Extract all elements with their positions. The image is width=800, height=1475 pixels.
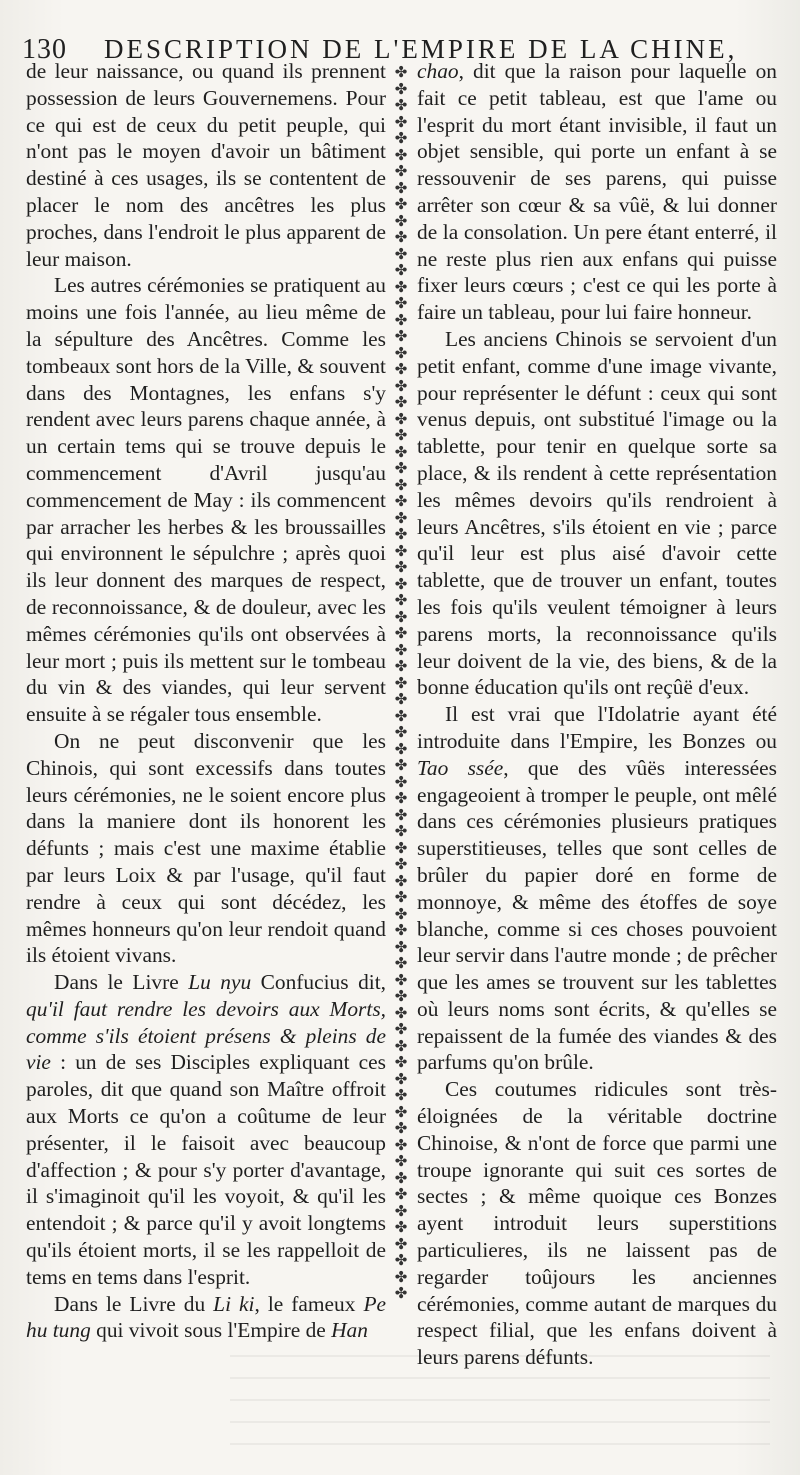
left-text-column: [26, 58, 386, 1344]
text-run: Dans le Livre du: [54, 1291, 214, 1316]
text-run: Dans le Livre: [54, 970, 189, 995]
paragraph: On ne peut disconvenir que les Chinois, qui sont excessifs dans toutes leurs cérémonies, ne le soient encore plus dans la maniere dont ils honorent les défunts ; mais c'est une maxime établie par leurs Loix & par l'usage, qu'il faut rendre à ceux qui sont décédez, les mêmes honneurs qu'on leur rendoit quand ils étoient vivans.: [26, 728, 386, 968]
ornament-glyph: ✤: [394, 376, 408, 395]
italic-text-run: Pe hu tung: [26, 1291, 386, 1343]
ornament-glyph: ✤: [394, 871, 408, 890]
ornament-glyph: ✤: [394, 1069, 408, 1088]
continued-paragraph: de leur naissance, ou quand ils prennent possession de leurs Gouvernemens. Pour ce qui est de ceux du petit peuple, qui n'ont pas le moyen d'avoir un bâtiment destiné à ces usages, ils se contentent de placer le nom des ancêtres les plus proches, dans l'endroit le plus apparent de leur maison.: [26, 59, 386, 271]
text-run: , le fameux: [254, 1291, 364, 1316]
ornament-glyph: ✤: [394, 1036, 408, 1055]
ornament-glyph: ✤: [394, 162, 408, 180]
ornament-glyph: ✤: [394, 822, 408, 840]
ornament-glyph: ✤: [394, 954, 408, 972]
ornament-glyph: ✤: [394, 525, 408, 543]
ornament-glyph: ✤: [394, 1284, 408, 1302]
ornament-glyph: ✤: [394, 1267, 408, 1286]
ornament-glyph: ✤: [394, 690, 408, 708]
ornament-glyph: ✤: [394, 1020, 408, 1038]
ornament-glyph: ✤: [394, 789, 408, 807]
italic-text-run: Li ki: [213, 1291, 255, 1316]
ornament-glyph: ✤: [394, 508, 408, 527]
italic-text-run: Tao ssée: [417, 755, 504, 780]
ornament-glyph: ✤: [394, 277, 408, 296]
italic-text-run: qu'il faut rendre les devoirs aux Morts, comme s'ils étoient présens & pleins de vie: [26, 996, 386, 1075]
ornament-glyph: ✤: [394, 195, 408, 213]
ornament-glyph: ✤: [394, 1201, 408, 1220]
italic-text-run: chao: [417, 59, 459, 83]
ornament-glyph: ✤: [394, 607, 408, 626]
ornament-glyph: ✤: [394, 1152, 408, 1170]
ornament-glyph: ✤: [394, 1234, 408, 1253]
ornament-glyph: ✤: [394, 855, 408, 873]
ornament-glyph: ✤: [394, 624, 408, 642]
ornament-glyph: ✤: [394, 591, 408, 609]
text-run: qui vivoit sous l'Empire de: [90, 1318, 332, 1343]
text-run: : un de ses Disciples expliquant ces paroles, dit que quand son Maître offroit aux Morts ce qu'on a coûtume de leur présenter, il le faisoit avec beaucoup d'affection ; & pour s'y porter d'avantage, il s'imaginoit qu'il les voyoit, & qu'il les entendoit ; & parce qu'il y avoit longtems qu'ils étoient morts, il se les rappelloit de tems en tems dans l'esprit.: [26, 1050, 386, 1289]
ornament-glyph: ✤: [394, 574, 408, 593]
ornament-glyph: ✤: [394, 261, 408, 279]
ornament-glyph: ✤: [394, 772, 408, 791]
ornament-glyph: ✤: [394, 1053, 408, 1071]
ornament-glyph: ✤: [394, 1003, 408, 1022]
text-run: Confucius dit,: [251, 970, 386, 995]
ornament-glyph: ✤: [394, 657, 408, 675]
ornament-glyph: ✤: [394, 904, 408, 923]
ornament-glyph: ✤: [394, 805, 408, 824]
ornament-glyph: ✤: [394, 112, 408, 131]
text-run: Il est vrai que l'Idolatrie ayant été introduite dans l'Empire, les Bonzes ou: [417, 702, 777, 753]
show-through-texture: [230, 1335, 770, 1445]
ornament-glyph: ✤: [394, 310, 408, 329]
ornament-glyph: ✤: [394, 888, 408, 906]
ornamental-column-divider: [392, 64, 410, 1309]
ornament-glyph: ✤: [394, 1168, 408, 1187]
paragraph: [417, 701, 777, 1076]
text-run: , dit que la raison pour laquelle on fait ce petit tableau, est que l'ame ou l'esprit du mort étant invisible, il faut un objet sensible, qui porte un enfant à se ressouvenir de ses parens, qui puisse arrêter son cœur & sa vûë, & lui donner de la consolation. Un pere étant enterré, il ne reste plus rien aux enfans qui puisse fixer leurs cœurs ; c'est ce qui les porte à faire un tableau, pour lui faire honneur.: [417, 59, 777, 325]
paragraph: Ces coutumes ridicules sont très-éloignées de la véritable doctrine Chinoise, & n'ont de force que parmi une troupe ignorante qui suit ces sortes de sectes ; & même quoique ces Bonzes ayent introduit leurs superstitions particulieres, ils ne laissent pas de regarder toûjours les anciennes cérémonies, comme autant de marques du respect filial, que les enfans doivent à leurs parens défunts.: [417, 1077, 777, 1370]
ornament-glyph: ✤: [394, 673, 408, 692]
ornament-glyph: ✤: [394, 558, 408, 576]
ornament-glyph: ✤: [394, 145, 408, 164]
ornament-glyph: ✤: [394, 756, 408, 774]
ornament-glyph: ✤: [394, 129, 408, 147]
ornament-glyph: ✤: [394, 921, 408, 939]
text-run: , que des vûës interessées engageoient à tromper le peuple, ont mêlé dans ces cérémonies plusieurs pratiques superstitieuses, telles que sont celles de brûler du papier doré en forme de monnoye, & même des étoffes de soye blanche, comme si ces choses pouvoient leur servir dans l'autre monde ; de prêcher que les ames se trouvent sur les tablettes où leurs noms sont écrits, & qu'elles se repaissent de la fumée des viandes & des parfums qu'on brûle.: [417, 755, 777, 1075]
ornament-glyph: ✤: [394, 492, 408, 510]
ornament-glyph: ✤: [394, 987, 408, 1005]
ornament-glyph: ✤: [394, 475, 408, 494]
ornament-glyph: ✤: [394, 211, 408, 230]
ornament-glyph: ✤: [394, 541, 408, 560]
ornament-glyph: ✤: [394, 723, 408, 741]
ornament-glyph: ✤: [394, 244, 408, 263]
continued-paragraph: [417, 58, 777, 326]
ornament-glyph: ✤: [394, 1218, 408, 1236]
ornament-glyph: ✤: [394, 1119, 408, 1137]
ornament-glyph: ✤: [394, 294, 408, 312]
running-title: DESCRIPTION DE L'EMPIRE DE LA CHINE,: [104, 34, 738, 64]
paragraph: [26, 969, 386, 1291]
ornament-glyph: ✤: [394, 1086, 408, 1104]
ornament-glyph: ✤: [394, 409, 408, 428]
ornament-glyph: ✤: [394, 1251, 408, 1269]
ornament-glyph: ✤: [394, 1102, 408, 1121]
ornament-glyph: ✤: [394, 343, 408, 362]
ornament-glyph: ✤: [394, 64, 408, 81]
ornament-glyph: ✤: [394, 640, 408, 659]
ornament-glyph: ✤: [394, 706, 408, 725]
ornament-glyph: ✤: [394, 79, 408, 98]
ornament-glyph: ✤: [394, 970, 408, 989]
ornament-glyph: ✤: [394, 739, 408, 758]
ornament-glyph: ✤: [394, 96, 408, 114]
right-text-column: [417, 58, 777, 1371]
paragraph: Les autres cérémonies se pratiquent au moins une fois l'année, au lieu même de la sépulture des Ancêtres. Comme les tombeaux sont hors de la Ville, & souvent dans des Montagnes, les enfans s'y rendent avec leurs parens chaque année, à un certain tems qui se trouve depuis le commencement d'Avril jusqu'au commencement de May : ils commencent par arracher les herbes & les broussailles qui environnent le sépulchre ; après quoi ils leur donnent des marques de respect, de reconnoissance, & de douleur, avec les mêmes cérémonies qu'ils ont observées à leur mort ; puis ils mettent sur le tombeau du vin & des viandes, qui leur servent ensuite à se régaler tous ensemble.: [26, 273, 386, 727]
ornament-glyph: ✤: [394, 178, 408, 197]
ornament-glyph: ✤: [394, 228, 408, 246]
ornament-glyph: ✤: [394, 360, 408, 378]
italic-text-run: Lu nyu: [188, 970, 252, 995]
ornament-glyph: ✤: [394, 442, 408, 461]
ornament-glyph: ✤: [394, 1185, 408, 1203]
ornament-glyph: ✤: [394, 459, 408, 477]
page-number: 130: [22, 34, 67, 65]
ornament-glyph: ✤: [394, 393, 408, 411]
ornament-glyph: ✤: [394, 1135, 408, 1154]
ornament-glyph: ✤: [394, 426, 408, 444]
ornament-glyph: ✤: [394, 838, 408, 857]
ornament-glyph: ✤: [394, 937, 408, 956]
ornament-glyph: ✤: [394, 327, 408, 345]
italic-text-run: Han: [331, 1318, 368, 1343]
paragraph: Les anciens Chinois se servoient d'un petit enfant, comme d'une image vivante, pour représenter le défunt : ceux qui sont venus depuis, ont substitué l'image ou la tablette, pour tenir en quelque sorte sa place, & ils rendent à cette représentation les mêmes devoirs qu'ils rendroient à leurs Ancêtres, s'ils étoient en vie ; parce qu'il leur est plus aisé d'avoir cette tablette, que de trouver un enfant, toutes les fois qu'ils veulent témoigner à leurs parens morts, la reconnoissance qu'ils leur doivent de la vie, des biens, & de la bonne éducation qu'ils ont reçûë d'eux.: [417, 326, 777, 700]
